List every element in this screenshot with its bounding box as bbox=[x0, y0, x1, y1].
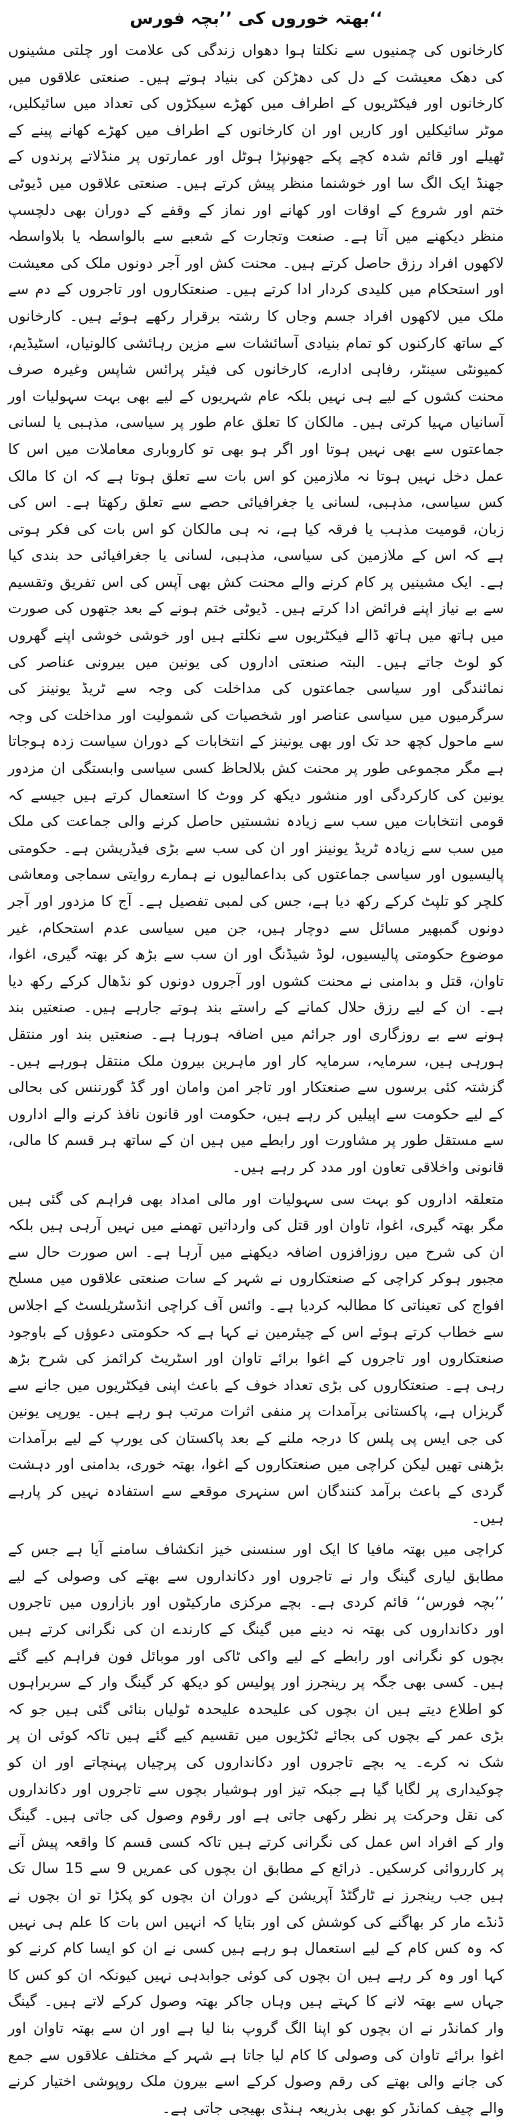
paragraph-1: کارخانوں کی چمنیوں سے نکلتا ہوا دھواں زندگی کی علامت اور چلتی مشینوں کی دھک معیشت کے دل کی دھڑکن کی بنیاد ہوتے ہیں۔ صنعتی علاقوں میں کارخانوں اور فیکٹریوں کے اطراف میں کھڑے سیکڑوں کی تعداد میں سائیکلیں، موٹر سائیکلیں اور کاریں اور ان کارخانوں کے اطراف میں کھڑے کھانے پینے کے ٹھیلے اور قائم شدہ کچے پکے جھونپڑا ہوٹل اور عمارتوں پر منڈلاتے پرندوں کے جھنڈ ایک الگ سا اور خوشنما منظر پیش کرتے ہیں۔ صنعتی علاقوں میں ڈیوٹی ختم اور شروع کے اوقات اور کھانے اور نماز کے وقفے کے دوران بھی دلچسپ منظر دیکھنے میں آتا ہے۔ صنعت وتجارت کے شعبے سے بالواسطہ یا بلاواسطہ لاکھوں افراد رزق حاصل کرتے ہیں۔ محنت کش اور آجر دونوں ملک کی معیشت اور استحکام میں کلیدی کردار ادا کرتے ہیں۔ صنعتکاروں اور تاجروں کے دم سے ملک میں لاکھوں افراد جسم وجاں کا رشتہ برقرار رکھے ہوئے ہیں۔ کارخانوں کے ساتھ کارکنوں کو تمام بنیادی آسائشات سے مزین رہائشی کالونیاں، اسٹیڈیم، کمیونٹی سینٹر، رفاہی ادارے، کارخانوں کی فیئر پرائس شاپس وغیرہ صرف محنت کشوں کے لیے ہی نہیں بلکہ عام شہریوں کے لیے بھی بہت سہولیات اور آسانیاں مہیا کرتی ہیں۔ مالکان کا تعلق عام طور پر سیاسی، مذہبی یا لسانی جماعتوں سے بھی نہیں ہوتا اور اگر ہو بھی تو کاروباری معاملات میں اس کا عمل دخل نہیں ہوتا نہ ملازمین کو اس بات سے تعلق ہوتا ہے کہ ان کا مالک کس سیاسی، مذہبی، لسانی یا جغرافیائی حصے سے تعلق رکھتا ہے۔ اس کی زبان، قومیت مذہب یا فرقہ کیا ہے، نہ ہی مالکان کو اس بات کی فکر ہوتی ہے کہ اس کے ملازمین کی سیاسی، مذہبی، لسانی یا جغرافیائی حد بندی کیا ہے۔ ایک مشینیں پر کام کرنے والے محنت کش بھی آپس کی اس تفریق وتقسیم سے بے نیاز اپنے فرائض ادا کرتے ہیں۔ ڈیوٹی ختم ہونے کے بعد جتھوں کی صورت میں ہاتھ میں ہاتھ ڈالے فیکٹریوں سے نکلتے ہیں اور خوشی خوشی اپنے گھروں کو لوٹ جاتے ہیں۔ البتہ صنعتی اداروں کی یونین میں بیرونی عناصر کی نمائندگی اور سیاسی جماعتوں کی مداخلت کی وجہ سے ٹریڈ یونینز کی سرگرمیوں میں سیاسی عناصر اور شخصیات کی شمولیت اور مداخلت کی وجہ سے ماحول کچھ حد تک اور بھی یونینز کے انتخابات کے دوران سیاست زدہ ہوجاتا ہے مگر مجموعی طور پر محنت کش بلالحاظ کسی سیاسی وابستگی ان مزدور یونین کی کارکردگی اور منشور دیکھ کر ووٹ کا استعمال کرتے ہیں جیسے کہ قومی انتخابات میں سب سے زیادہ نشستیں حاصل کرنے والی جماعت کی ملک میں سب سے زیادہ ٹریڈ یونینز اور ان کی سب سے بڑی فیڈریشن ہے۔ حکومتی پالیسیوں اور سیاسی جماعتوں کی بداعمالیوں نے ہمارے روایتی سماجی ومعاشی کلچر کو تلپٹ کرکے رکھ دیا ہے، جس کی لمبی تفصیل ہے۔ آج کا مزدور اور آجر دونوں گمبھیر مسائل سے دوچار ہیں، جن میں سیاسی عدم استحکام، غیر موضوع حکومتی پالیسیوں، لوڈ شیڈنگ اور ان سب سے بڑھ کر بھتہ گیری، اغوا، تاوان، قتل و بدامنی نے محنت کشوں اور آجروں دونوں کو نڈھال کرکے رکھ دیا ہے۔ ان کے لیے رزق حلال کمانے کے راستے بند ہوتے جارہے ہیں۔ صنعتیں بند ہونے سے بے روزگاری اور جرائم میں اضافہ ہورہا ہے۔ صنعتیں بند اور منتقل ہورہی ہیں، سرمایہ، سرمایہ کار اور ماہرین بیرون ملک منتقل ہورہے ہیں۔ گزشتہ کئی برسوں سے صنعتکار اور تاجر امن وامان اور گڈ گورننس کی بحالی کے لیے حکومت سے اپیلیں کر رہے ہیں، حکومت اور قانون نافذ کرنے والے اداروں سے مستقل طور پر مشاورت اور رابطے میں ہیں ان کے ساتھ ہر قسم کا مالی، قانونی واخلاقی تعاون اور مدد کر رہے ہیں۔ bbox=[8, 42, 504, 1176]
paragraph-2: متعلقہ اداروں کو بہت سی سہولیات اور مالی امداد بھی فراہم کی گئی ہیں مگر بھتہ گیری، اغوا، تاوان اور قتل کی وارداتیں تھمنے میں نہیں آرہی ہیں بلکہ ان کی شرح میں روزافزوں اضافہ دیکھنے میں آرہا ہے۔ اس صورت حال سے مجبور ہوکر کراچی کے صنعتکاروں نے شہر کے سات صنعتی علاقوں میں مسلح افواج کی تعیناتی کا مطالبہ کردیا ہے۔ وائس آف کراچی انڈسٹریلسٹ کے اجلاس سے خطاب کرتے ہوئے اس کے چیئرمین نے کہا ہے کہ حکومتی دعوؤں کے باوجود صنعتکاروں اور تاجروں کے اغوا برائے تاوان اور اسٹریٹ کرائمز کی شرح بڑھ رہی ہے۔ صنعتکاروں کی بڑی تعداد خوف کے باعث اپنی فیکٹریوں میں جانے سے گریزاں ہے، پاکستانی برآمدات پر منفی اثرات مرتب ہو رہے ہیں۔ یورپی یونین کی جی ایس پی پلس کا درجہ ملنے کے بعد پاکستان کی یورپ کے لیے برآمدات بڑھنی تھیں لیکن کراچی میں صنعتکاروں کے اغوا، بھتہ خوری، بدامنی اور دہشت گردی کے باعث برآمد کنندگان اس سنہری موقعے سے استفادہ نہیں کر پارہے ہیں۔ bbox=[8, 1190, 504, 1527]
article-body bbox=[8, 38, 504, 2122]
article-title: بھتہ خوروں کی ’’بچہ فورس‘‘ bbox=[129, 9, 383, 29]
paragraph-3: کراچی میں بھتہ مافیا کا ایک اور سنسنی خیز انکشاف سامنے آیا ہے جس کے مطابق لیاری گینگ وار نے تاجروں اور دکانداروں سے بھتے کی وصولی کے لیے ’’بچہ فورس‘‘ قائم کردی ہے۔ بچے مرکزی مارکیٹوں اور بازاروں میں تاجروں اور دکانداروں کی بھتہ نہ دینے میں گینگ کے کارندے ان کی نگرانی کرتے ہیں بچوں کو نگرانی اور رابطے کے لیے واکی ٹاکی اور موبائل فون فراہم کیے گئے ہیں۔ کسی بھی جگہ پر رینجرز اور پولیس کو دیکھ کر گینگ وار کے سربراہوں کو اطلاع دیتے ہیں ان بچوں کی علیحدہ علیحدہ ٹولیاں بنائی گئی ہیں جو کہ بڑی عمر کے بچوں کی بجائے ٹکڑیوں میں تقسیم کیے گئے ہیں تاکہ کوئی ان پر شک نہ کرے۔ یہ بچے تاجروں اور دکانداروں کی پرچیاں پہنچاتے اور ان کو چوکیداری پر لگایا گیا ہے جبکہ تیز اور ہوشیار بچوں سے تاجروں اور دکانداروں کی نقل وحرکت پر نظر رکھی جاتی ہے اور رقوم وصول کی جاتی ہیں۔ گینگ وار کے افراد اس عمل کی نگرانی کرتے ہیں تاکہ کسی قسم کا واقعہ پیش آنے پر کارروائی کرسکیں۔ ذرائع کے مطابق ان بچوں کی عمریں 9 سے 15 سال تک ہیں جب رینجرز نے ٹارگٹڈ آپریشن کے دوران ان بچوں کو پکڑا تو ان بچوں نے ڈنڈے مار کر بھاگنے کی کوشش کی اور بتایا کہ انہیں اس بات کا علم ہی نہیں کہ وہ کس کام کے لیے استعمال ہو رہے ہیں کسی نے ان کو ایسا کام کرنے کو کہا اور وہ کر رہے ہیں ان بچوں کی کوئی جوابدہی نہیں کیونکہ ان کو کس کا جہاں سے بھتہ لانے کا کہتے ہیں وہاں جاکر بھتہ وصول کرکے لاتے ہیں۔ گینگ وار کمانڈر نے ان بچوں کو اپنا الگ گروپ بنا لیا ہے اور ان سے بھتہ تاوان اور اغوا برائے تاوان کی وصولی کا کام لیا جاتا ہے شہر کے مختلف علاقوں سے جمع کی جانے والی بھتے کی رقم وصول کرکے اسے بیرون ملک روپوشی اختیار کرنے والے چیف کمانڈر کو بھی بذریعہ ہنڈی بھیجی جاتی ہے۔ bbox=[8, 1541, 504, 2117]
